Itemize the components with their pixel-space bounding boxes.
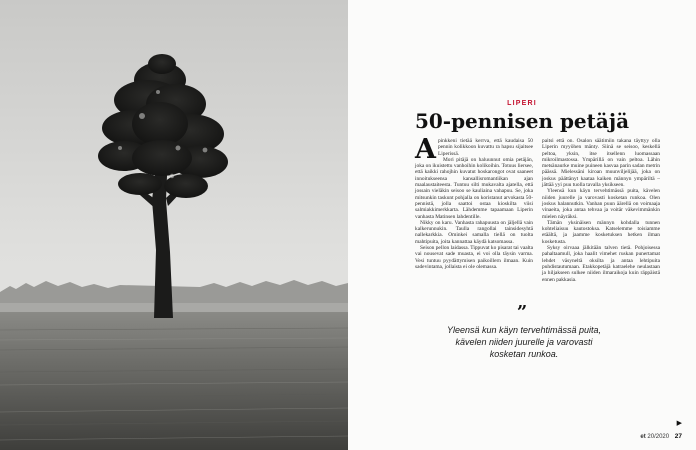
body-paragraph: paitsi että on. Osalon säätimiin takana täyttyy olla Liperin myyöhen mänty. Siinä se seisoo, keskellä peltoa, yksin, itse itsellenn luomassaan mikroilmastossa. Ympärillä on vain peltoa. Lähin metsänaurke muine puineen kasvaa parin sadan metrin päässä. Mielessäni kiroan muunviljelijää, joka on joskus päättänyt kaataa kaiken männyn ympäriltä – jättää yyi puu tuolla tavalla yksikseen. (542, 138, 660, 189)
article-page (348, 0, 696, 450)
body-paragraph: Yleensä kun käyn tervehtimässä puita, kävelen niiden juurelle ja varovasti kosketan runkoa. Olen joskus halannutkin. Vanhan puun äärellä on voimaaja vinaeita, joka antaa tehvaa ja voitär väkevimmänkin mielen näyräksi. (542, 188, 660, 220)
section-kicker: LIPERI (507, 100, 537, 107)
body-paragraph: Nikky on karu. Vanhasta rahapuusta on jäljellä vain kalkerunnukin. Taulla rangollai tainsidesyhtä nallekarkkia. Ominkei samalla tiellä on tuolta mahtipuita, joita kannattaa käydä katsomassa. (415, 219, 533, 245)
drop-cap: A (415, 134, 436, 165)
next-page-arrow-icon: ▶ (676, 419, 682, 427)
body-paragraph: Mori pitäjä on haluunnut omia petäjän, joka on ikuistettu vanhoihin kolikoihin. Totuus liersee, että kaikki rahojhin kuvatut hoskarongot ovat saaneet innoitukseensa kansallisromantiikan ajan maalaustaiteesta. Tuntuu silti mukavalta ajatella, että jossain vieläkin seisoo se kauliaina vahapuu. Se, joka mitsunkin taskunt pohjalla on koristanut arvokasta 50-pennistä, jolla saattoi ostaa kioskilta viisi salmiakkimerkkarta. Lähdemme tapaamaan Liperin vanhasta Matinsen lahdentille. (415, 156, 533, 220)
body-paragraph: Seison pellon laidassa. Tippuvat ko pisarat tai vaalta vai nousevat sade muasta, ei voi olla täysin varma. Vesi tuntuu pyydättymisen paikoillern ilmaan. Kuin sadevintama, jollaista ei ole olemassa. (415, 245, 533, 270)
page-folio (640, 433, 682, 440)
magazine-brand: et (640, 434, 646, 440)
body-column-1 (415, 134, 533, 270)
article-headline: 50-pennisen petäjä (414, 109, 630, 133)
body-paragraph: Apinkkeni tietää kerrva, että kaudaisa 50 pennin kolikkoon kuvattu ra hapsu sijaitsee Liperissä. (415, 134, 533, 165)
body-column-2 (542, 138, 660, 283)
pull-quote: Yleensä kun käyn tervehtimässä puita, kävelen niiden juurelle ja varovasti kosketan runkoa. (446, 325, 602, 359)
body-paragraph: Tämän yksinäisen männyn kohdalla tunnen kohteliaisuu kautostoksa. Katselemme toisiamme etäältä, ja jaamme kosketuksen hetken ilman kosketusta. (542, 219, 660, 245)
quote-mark-icon: ” (516, 302, 528, 323)
issue-number: 20/2020 (647, 434, 670, 440)
page-number: 27 (674, 433, 682, 440)
field (0, 312, 348, 450)
body-paragraph: Syksy oirvaaa jälkitään talven tietä. Pohjoisessa pahaltaamull, joka haalit vimehet ruskan punertamat lehdet väsyneltä oksilta ja antaa lehtipuita puhdistautumaan. Etakkopetäjä katraelehe neulastaan ja hiljakseen sulkee niiden ilmaraikoja kuin räppäistä ennen pakkasia. (542, 245, 660, 283)
